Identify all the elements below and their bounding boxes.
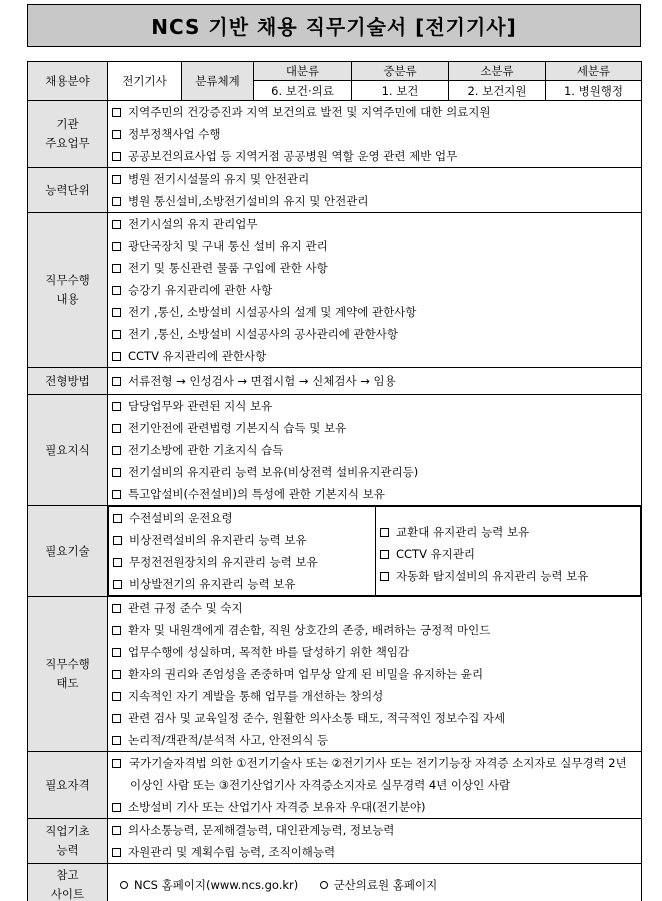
checkbox-icon (112, 714, 121, 723)
value-minor: 2. 보건지원 (449, 81, 546, 101)
checkbox-icon (112, 848, 121, 857)
list-item: CCTV 유지관리 (380, 543, 636, 565)
list-item: 자동화 탐지설비의 유지관리 능력 보유 (380, 565, 636, 587)
skills-split (108, 506, 641, 596)
duty-content (108, 101, 642, 168)
duty-label-text: 기관 주요업무 (45, 117, 90, 150)
sites-label-text: 참고 사이트 (50, 868, 85, 901)
attitude-label (28, 597, 108, 752)
page-title: NCS 기반 채용 직무기술서 [전기기사] (27, 4, 641, 47)
duty-row (28, 101, 642, 168)
checkbox-icon (112, 152, 121, 161)
list-item: 전기 및 통신관련 물품 구입에 관한 사항 (112, 257, 637, 279)
checkbox-icon (113, 514, 122, 523)
checkbox-icon (380, 528, 389, 537)
basic-ability-label (28, 819, 108, 864)
list-item: 전기소방에 관한 기초지식 습득 (112, 439, 637, 461)
value-major: 6. 보건·의료 (254, 81, 352, 101)
attitude-content (108, 597, 642, 752)
checkbox-icon (112, 446, 121, 455)
sites-list (120, 867, 637, 901)
checkbox-icon (112, 604, 121, 613)
ability-unit-row (28, 168, 642, 213)
list-item: 병원 전기시설물의 유지 및 안전관리 (112, 168, 637, 190)
sites-row (28, 864, 642, 901)
skills-content (108, 506, 642, 597)
checkbox-icon (112, 736, 121, 745)
job-content-row (28, 213, 642, 368)
header-detail: 세분류 (546, 62, 642, 81)
checkbox-icon (112, 352, 121, 361)
list-item: 관련 검사 및 교육일정 준수, 원활한 의사소통 태도, 적극적인 정보수집 자세 (112, 707, 637, 729)
list-item: 의사소통능력, 문제해결능력, 대인관계능력, 정보능력 (112, 819, 637, 841)
checkbox-icon (113, 580, 122, 589)
checkbox-icon (112, 175, 121, 184)
list-item: 관련 규정 준수 및 숙지 (112, 597, 637, 619)
skills-left (109, 507, 376, 596)
checkbox-icon (112, 759, 121, 768)
list-item: 담당업무와 관련된 지식 보유 (112, 395, 637, 417)
checkbox-icon (112, 220, 121, 229)
list-item: 전기안전에 관련법령 기본지식 습득 및 보유 (112, 417, 637, 439)
checkbox-icon (112, 108, 121, 117)
list-item: 지역주민의 건강증진과 지역 보건의료 발전 및 지역주민에 대한 의료지원 (112, 101, 637, 123)
job-name: 전기기사 (108, 62, 182, 101)
checkbox-icon (112, 130, 121, 139)
hospital-site-link[interactable]: 군산의료원 홈페이지 (333, 878, 438, 892)
checkbox-icon (112, 424, 121, 433)
list-item: 공공보건의료사업 등 지역거점 공공병원 역할 운영 관련 제반 업무 (112, 145, 637, 167)
qualification-content (108, 752, 642, 819)
checkbox-icon (112, 377, 121, 386)
skills-right (376, 507, 641, 596)
list-item: 자원관리 및 계획수립 능력, 조직이해능력 (112, 841, 637, 863)
list-item: 전기 ,통신, 소방설비 시설공사의 설계 및 계약에 관한사항 (112, 301, 637, 323)
checkbox-icon (112, 286, 121, 295)
attitude-label-text: 직무수행 태도 (45, 657, 90, 690)
duty-label (28, 101, 108, 168)
checkbox-icon (112, 242, 121, 251)
list-item: 전기 ,통신, 소방설비 시설공사의 공사관리에 관한사항 (112, 323, 637, 345)
knowledge-label: 필요지식 (28, 395, 108, 506)
header-major: 대분류 (254, 62, 352, 81)
checkbox-icon (113, 558, 122, 567)
list-item: 교환대 유지관리 능력 보유 (380, 521, 636, 543)
header-minor: 소분류 (449, 62, 546, 81)
list-item: 비상전력설비의 유지관리 능력 보유 (113, 529, 371, 551)
list-item: 소방설비 기사 또는 산업기사 자격증 보유자 우대(전기분야) (112, 796, 637, 818)
list-item: 수전설비의 운전요령 (113, 507, 371, 529)
value-detail: 1. 병원행정 (546, 81, 642, 101)
checkbox-icon (112, 670, 121, 679)
job-content-label (28, 213, 108, 368)
system-label: 분류체계 (182, 62, 254, 101)
list-item: 병원 통신설비,소방전기설비의 유지 및 안전관리 (112, 190, 637, 212)
knowledge-row (28, 395, 642, 506)
ability-unit-label: 능력단위 (28, 168, 108, 213)
job-content-content (108, 213, 642, 368)
knowledge-content (108, 395, 642, 506)
sites-content (108, 864, 642, 901)
list-item: 승강기 유지관리에 관한 사항 (112, 279, 637, 301)
checkbox-icon (112, 692, 121, 701)
job-content-label-text: 직무수행 내용 (45, 273, 90, 306)
sites-label (28, 864, 108, 901)
selection-content (108, 368, 642, 395)
ncs-site-link[interactable]: NCS 홈페이지(www.ncs.go.kr) (134, 878, 299, 892)
checkbox-icon (113, 536, 122, 545)
checkbox-icon (112, 803, 121, 812)
checkbox-icon (112, 648, 121, 657)
list-item: 업무수행에 성실하며, 목적한 바를 달성하기 위한 책임감 (112, 641, 637, 663)
list-item: 지속적인 자기 계발을 통해 업무를 개선하는 창의성 (112, 685, 637, 707)
selection-label: 전형방법 (28, 368, 108, 395)
classification-row (28, 62, 642, 81)
basic-ability-row (28, 819, 642, 864)
skills-label: 필요기술 (28, 506, 108, 597)
list-item: 서류전형 → 인성검사 → 면접시험 → 신체검사 → 임용 (112, 368, 637, 394)
attitude-row (28, 597, 642, 752)
list-item: 전기설비의 유지관리 능력 보유(비상전력 설비유지관리등) (112, 461, 637, 483)
selection-row (28, 368, 642, 395)
bullet-circle-icon (320, 881, 328, 889)
field-label: 채용분야 (28, 62, 108, 101)
list-item: CCTV 유지관리에 관한사항 (112, 345, 637, 367)
basic-ability-label-text: 직업기초 능력 (45, 824, 90, 857)
list-item: 논리적/객관적/분석적 사고, 안전의식 등 (112, 729, 637, 751)
checkbox-icon (112, 197, 121, 206)
list-item: 정부정책사업 수행 (112, 123, 637, 145)
value-middle: 1. 보건 (352, 81, 449, 101)
skills-row (28, 506, 642, 597)
qualification-row (28, 752, 642, 819)
list-item: 국가기술자격법 의한 ①전기기술사 또는 ②전기기사 또는 전기기능장 자격증 소지자로 실무경력 2년 이상인 사람 또는 ③전기산업기사 자격증소지자로 실무경력 4년 이상인 사람 (112, 752, 637, 796)
checkbox-icon (112, 626, 121, 635)
list-item: 비상발전기의 유지관리 능력 보유 (113, 573, 371, 595)
checkbox-icon (112, 264, 121, 273)
list-item: 광단국장치 및 구내 통신 설비 유지 관리 (112, 235, 637, 257)
checkbox-icon (112, 490, 121, 499)
basic-ability-content (108, 819, 642, 864)
list-item: 무정전전원장치의 유지관리 능력 보유 (113, 551, 371, 573)
list-item: 환자의 권리와 존엄성을 존중하며 업무상 알게 된 비밀을 유지하는 윤리 (112, 663, 637, 685)
job-description-table (27, 61, 642, 901)
header-middle: 중분류 (352, 62, 449, 81)
list-item: 전기시설의 유지 관리업무 (112, 213, 637, 235)
qualification-label: 필요자격 (28, 752, 108, 819)
checkbox-icon (380, 550, 389, 559)
checkbox-icon (112, 826, 121, 835)
ability-unit-content (108, 168, 642, 213)
checkbox-icon (112, 468, 121, 477)
bullet-circle-icon (120, 881, 128, 889)
checkbox-icon (112, 402, 121, 411)
checkbox-icon (112, 330, 121, 339)
list-item: 환자 및 내원객에게 겸손함, 직원 상호간의 존중, 배려하는 긍정적 마인드 (112, 619, 637, 641)
checkbox-icon (112, 308, 121, 317)
checkbox-icon (380, 572, 389, 581)
list-item: 특고압설비(수전설비)의 특성에 관한 기본지식 보유 (112, 483, 637, 505)
